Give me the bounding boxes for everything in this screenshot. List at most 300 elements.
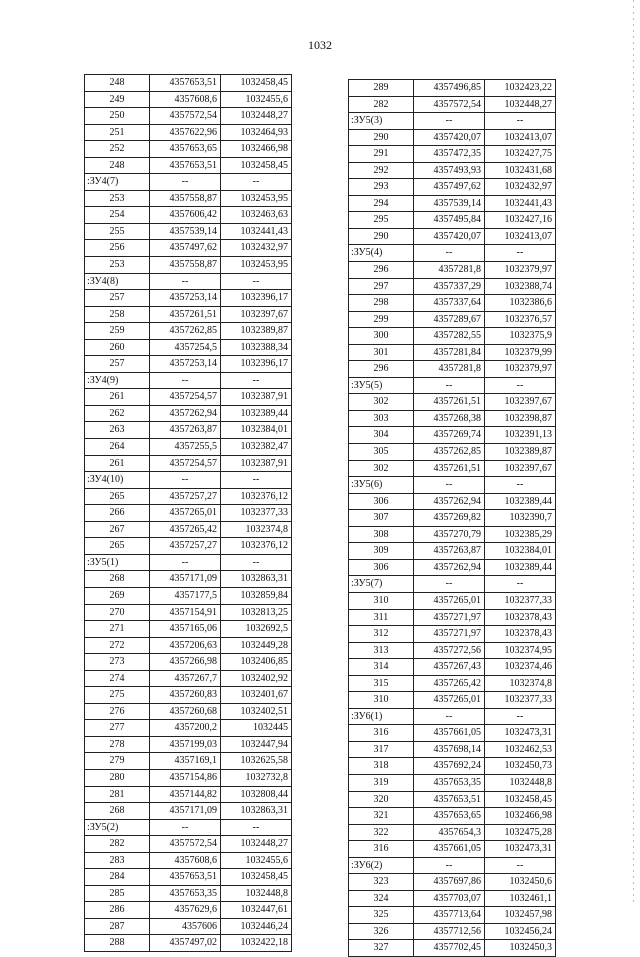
table-row [349,361,556,378]
y-coordinate-cell: 1032449,28 [221,637,292,654]
table-row [349,444,556,461]
y-coordinate-cell: 1032445 [221,720,292,737]
table-row [349,626,556,643]
y-coordinate-cell: 1032389,44 [485,493,556,510]
table-row [85,786,292,803]
coordinates-table-left [84,74,292,952]
y-coordinate-cell: 1032464,93 [221,124,292,141]
point-number-cell: 257 [85,290,150,307]
table-row [85,637,292,654]
y-coordinate-cell: 1032458,45 [221,869,292,886]
point-number-cell: 290 [349,228,414,245]
point-number-cell: 261 [85,455,150,472]
x-coordinate-cell: 4357270,79 [414,526,485,543]
table-row [349,692,556,709]
point-number-cell: 284 [85,869,150,886]
x-coordinate-cell: 4357254,5 [150,339,221,356]
point-number-cell: 300 [349,328,414,345]
y-coordinate-cell: 1032379,99 [485,344,556,361]
table-row [85,141,292,158]
point-number-cell: 322 [349,824,414,841]
x-coordinate-cell: 4357472,35 [414,146,485,163]
point-number-cell: 324 [349,890,414,907]
x-coordinate-cell: 4357337,64 [414,295,485,312]
y-coordinate-cell: 1032447,94 [221,736,292,753]
x-coordinate-cell: -- [150,819,221,836]
y-coordinate-cell: 1032453,95 [221,257,292,274]
x-coordinate-cell: 4357177,5 [150,587,221,604]
point-number-cell: 317 [349,741,414,758]
point-number-cell: 307 [349,510,414,527]
x-coordinate-cell: 4357267,7 [150,670,221,687]
y-coordinate-cell: 1032859,84 [221,587,292,604]
point-number-cell: 325 [349,907,414,924]
y-coordinate-cell: 1032385,29 [485,526,556,543]
x-coordinate-cell: 4357712,56 [414,923,485,940]
x-coordinate-cell: 4357165,06 [150,621,221,638]
y-coordinate-cell: 1032391,13 [485,427,556,444]
table-row [85,91,292,108]
point-number-cell: 251 [85,124,150,141]
y-coordinate-cell: 1032446,24 [221,918,292,935]
table-row [349,344,556,361]
x-coordinate-cell: 4357262,94 [150,405,221,422]
table-row [85,621,292,638]
y-coordinate-cell: 1032378,43 [485,609,556,626]
y-coordinate-cell: 1032384,01 [221,422,292,439]
y-coordinate-cell: 1032473,31 [485,841,556,858]
point-number-cell: 273 [85,654,150,671]
table-row [349,162,556,179]
x-coordinate-cell: 4357154,86 [150,769,221,786]
x-coordinate-cell: 4357692,24 [414,758,485,775]
x-coordinate-cell: 4357268,38 [414,410,485,427]
x-coordinate-cell: 4357253,14 [150,290,221,307]
x-coordinate-cell: 4357266,98 [150,654,221,671]
table-row [85,836,292,853]
x-coordinate-cell: 4357281,84 [414,344,485,361]
section-header-row [85,372,292,389]
y-coordinate-cell: -- [221,819,292,836]
x-coordinate-cell: 4357255,5 [150,439,221,456]
table-row [349,659,556,676]
x-coordinate-cell: 4357622,96 [150,124,221,141]
x-coordinate-cell: 4357154,91 [150,604,221,621]
point-number-cell: :ЗУ4(7) [85,174,150,191]
table-row [349,923,556,940]
table-row [349,328,556,345]
table-row [85,505,292,522]
x-coordinate-cell: 4357653,51 [150,75,221,92]
x-coordinate-cell: 4357257,27 [150,488,221,505]
page-number: 1032 [308,38,332,52]
y-coordinate-cell: 1032397,67 [485,460,556,477]
x-coordinate-cell: 4357495,84 [414,212,485,229]
table-row [85,223,292,240]
point-number-cell: 266 [85,505,150,522]
point-number-cell: 276 [85,703,150,720]
x-coordinate-cell: 4357629,6 [150,902,221,919]
table-row [85,703,292,720]
y-coordinate-cell: 1032379,97 [485,361,556,378]
x-coordinate-cell: 4357169,1 [150,753,221,770]
y-coordinate-cell: 1032388,34 [221,339,292,356]
point-number-cell: 274 [85,670,150,687]
x-coordinate-cell: 4357260,68 [150,703,221,720]
point-number-cell: 326 [349,923,414,940]
table-row [85,935,292,952]
x-coordinate-cell: 4357702,45 [414,940,485,957]
x-coordinate-cell: 4357271,97 [414,626,485,643]
section-header-row [85,472,292,489]
point-number-cell: 254 [85,207,150,224]
y-coordinate-cell: 1032406,85 [221,654,292,671]
point-number-cell: 310 [349,692,414,709]
table-row [85,323,292,340]
y-coordinate-cell: 1032456,24 [485,923,556,940]
y-coordinate-cell: 1032402,51 [221,703,292,720]
x-coordinate-cell: 4357496,85 [414,80,485,97]
table-row [85,885,292,902]
x-coordinate-cell: 4357697,86 [414,874,485,891]
x-coordinate-cell: 4357653,51 [150,157,221,174]
x-coordinate-cell: 4357572,54 [150,836,221,853]
x-coordinate-cell: 4357493,93 [414,162,485,179]
point-number-cell: 264 [85,439,150,456]
x-coordinate-cell: 4357262,85 [150,323,221,340]
point-number-cell: 316 [349,841,414,858]
table-row [85,455,292,472]
x-coordinate-cell: 4357281,8 [414,262,485,279]
y-coordinate-cell: 1032692,5 [221,621,292,638]
y-coordinate-cell: 1032427,75 [485,146,556,163]
y-coordinate-cell: 1032453,95 [221,190,292,207]
point-number-cell: 314 [349,659,414,676]
point-number-cell: 279 [85,753,150,770]
y-coordinate-cell: -- [485,377,556,394]
x-coordinate-cell: 4357608,6 [150,91,221,108]
point-number-cell: 248 [85,157,150,174]
point-number-cell: 313 [349,642,414,659]
y-coordinate-cell: 1032374,8 [221,521,292,538]
table-row [349,80,556,97]
x-coordinate-cell: 4357654,3 [414,824,485,841]
y-coordinate-cell: 1032448,8 [221,885,292,902]
section-header-row [349,576,556,593]
y-coordinate-cell: 1032389,87 [221,323,292,340]
x-coordinate-cell: 4357653,51 [150,869,221,886]
section-header-row [85,174,292,191]
point-number-cell: 295 [349,212,414,229]
table-row [349,493,556,510]
x-coordinate-cell: 4357497,62 [414,179,485,196]
point-number-cell: 323 [349,874,414,891]
y-coordinate-cell: 1032374,46 [485,659,556,676]
x-coordinate-cell: 4357171,09 [150,571,221,588]
point-number-cell: 310 [349,592,414,609]
table-row [349,808,556,825]
table-row [349,824,556,841]
x-coordinate-cell: -- [414,576,485,593]
y-coordinate-cell: 1032432,97 [221,240,292,257]
x-coordinate-cell: 4357572,54 [150,108,221,125]
section-header-row [349,377,556,394]
table-row [349,890,556,907]
table-row [85,488,292,505]
x-coordinate-cell: 4357265,01 [414,592,485,609]
table-row [349,179,556,196]
table-row [85,869,292,886]
point-number-cell: 302 [349,460,414,477]
y-coordinate-cell: -- [485,113,556,130]
y-coordinate-cell: 1032398,87 [485,410,556,427]
point-number-cell: 258 [85,306,150,323]
point-number-cell: 285 [85,885,150,902]
table-row [349,146,556,163]
table-row [349,874,556,891]
y-coordinate-cell: -- [485,708,556,725]
table-row [349,311,556,328]
point-number-cell: 269 [85,587,150,604]
y-coordinate-cell: -- [485,477,556,494]
x-coordinate-cell: 4357265,42 [414,675,485,692]
table-row [349,841,556,858]
x-coordinate-cell: -- [150,372,221,389]
table-row [85,389,292,406]
point-number-cell: :ЗУ4(8) [85,273,150,290]
x-coordinate-cell: 4357497,62 [150,240,221,257]
point-number-cell: 256 [85,240,150,257]
x-coordinate-cell: 4357713,64 [414,907,485,924]
point-number-cell: 289 [349,80,414,97]
y-coordinate-cell: 1032441,43 [221,223,292,240]
y-coordinate-cell: 1032432,97 [485,179,556,196]
y-coordinate-cell: 1032422,18 [221,935,292,952]
point-number-cell: 308 [349,526,414,543]
x-coordinate-cell: 4357171,09 [150,803,221,820]
x-coordinate-cell: 4357265,01 [150,505,221,522]
y-coordinate-cell: 1032379,97 [485,262,556,279]
point-number-cell: 272 [85,637,150,654]
x-coordinate-cell: -- [150,273,221,290]
x-coordinate-cell: 4357144,82 [150,786,221,803]
point-number-cell: 296 [349,262,414,279]
table-row [85,918,292,935]
x-coordinate-cell: 4357653,65 [414,808,485,825]
y-coordinate-cell: 1032450,73 [485,758,556,775]
table-row [349,642,556,659]
y-coordinate-cell: 1032377,33 [221,505,292,522]
section-header-row [85,819,292,836]
point-number-cell: 306 [349,493,414,510]
x-coordinate-cell: 4357698,14 [414,741,485,758]
y-coordinate-cell: 1032377,33 [485,592,556,609]
x-coordinate-cell: 4357265,01 [414,692,485,709]
y-coordinate-cell: 1032387,91 [221,455,292,472]
table-row [85,571,292,588]
y-coordinate-cell: 1032413,07 [485,129,556,146]
y-coordinate-cell: -- [485,576,556,593]
x-coordinate-cell: 4357539,14 [150,223,221,240]
table-row [349,741,556,758]
table-row [85,257,292,274]
x-coordinate-cell: 4357653,35 [414,774,485,791]
table-row [85,439,292,456]
x-coordinate-cell: 4357260,83 [150,687,221,704]
x-coordinate-cell: 4357261,51 [414,394,485,411]
point-number-cell: 270 [85,604,150,621]
y-coordinate-cell: 1032808,44 [221,786,292,803]
y-coordinate-cell: 1032448,27 [485,96,556,113]
point-number-cell: 303 [349,410,414,427]
y-coordinate-cell: 1032450,6 [485,874,556,891]
table-row [85,190,292,207]
x-coordinate-cell: -- [414,708,485,725]
point-number-cell: 288 [85,935,150,952]
y-coordinate-cell: 1032396,17 [221,356,292,373]
x-coordinate-cell: 4357265,42 [150,521,221,538]
table-row [85,124,292,141]
table-row [85,803,292,820]
table-row [349,907,556,924]
x-coordinate-cell: 4357261,51 [414,460,485,477]
table-row [349,592,556,609]
y-coordinate-cell: 1032458,45 [485,791,556,808]
point-number-cell: 312 [349,626,414,643]
y-coordinate-cell: 1032450,3 [485,940,556,957]
table-row [349,609,556,626]
point-number-cell: 271 [85,621,150,638]
table-row [85,207,292,224]
x-coordinate-cell: 4357281,8 [414,361,485,378]
point-number-cell: 298 [349,295,414,312]
x-coordinate-cell: 4357337,29 [414,278,485,295]
y-coordinate-cell: 1032448,8 [485,774,556,791]
x-coordinate-cell: 4357262,94 [414,493,485,510]
x-coordinate-cell: 4357703,07 [414,890,485,907]
point-number-cell: 263 [85,422,150,439]
point-number-cell: 259 [85,323,150,340]
table-row [85,521,292,538]
y-coordinate-cell: 1032384,01 [485,543,556,560]
table-row [349,278,556,295]
table-row [349,295,556,312]
point-number-cell: 301 [349,344,414,361]
x-coordinate-cell: -- [150,472,221,489]
point-number-cell: 280 [85,769,150,786]
y-coordinate-cell: 1032389,87 [485,444,556,461]
table-row [349,526,556,543]
x-coordinate-cell: -- [150,174,221,191]
y-coordinate-cell: 1032461,1 [485,890,556,907]
point-number-cell: 291 [349,146,414,163]
table-row [85,240,292,257]
point-number-cell: 320 [349,791,414,808]
table-row [349,195,556,212]
y-coordinate-cell: 1032376,12 [221,488,292,505]
table-row [349,410,556,427]
coordinates-table-right [348,79,556,957]
x-coordinate-cell: 4357661,05 [414,841,485,858]
y-coordinate-cell: 1032431,68 [485,162,556,179]
y-coordinate-cell: 1032378,43 [485,626,556,643]
y-coordinate-cell: 1032813,25 [221,604,292,621]
y-coordinate-cell: -- [221,554,292,571]
y-coordinate-cell: 1032423,22 [485,80,556,97]
x-coordinate-cell: 4357253,14 [150,356,221,373]
y-coordinate-cell: 1032448,27 [221,108,292,125]
section-header-row [349,245,556,262]
y-coordinate-cell: 1032386,6 [485,295,556,312]
point-number-cell: 297 [349,278,414,295]
point-number-cell: 252 [85,141,150,158]
section-header-row [85,554,292,571]
y-coordinate-cell: 1032473,31 [485,725,556,742]
y-coordinate-cell: 1032447,61 [221,902,292,919]
x-coordinate-cell: 4357272,56 [414,642,485,659]
point-number-cell: :ЗУ5(6) [349,477,414,494]
table-row [85,769,292,786]
point-number-cell: 321 [349,808,414,825]
x-coordinate-cell: 4357269,82 [414,510,485,527]
point-number-cell: 255 [85,223,150,240]
point-number-cell: 250 [85,108,150,125]
point-number-cell: 281 [85,786,150,803]
x-coordinate-cell: -- [414,377,485,394]
y-coordinate-cell: 1032466,98 [485,808,556,825]
y-coordinate-cell: 1032462,53 [485,741,556,758]
y-coordinate-cell: 1032458,45 [221,157,292,174]
y-coordinate-cell: 1032390,7 [485,510,556,527]
y-coordinate-cell: 1032863,31 [221,803,292,820]
point-number-cell: :ЗУ5(2) [85,819,150,836]
x-coordinate-cell: 4357289,67 [414,311,485,328]
table-row [349,228,556,245]
table-row [85,356,292,373]
y-coordinate-cell: 1032389,44 [221,405,292,422]
point-number-cell: 278 [85,736,150,753]
x-coordinate-cell: 4357661,05 [414,725,485,742]
x-coordinate-cell: 4357420,07 [414,228,485,245]
point-number-cell: 248 [85,75,150,92]
table-row [349,791,556,808]
x-coordinate-cell: 4357653,35 [150,885,221,902]
point-number-cell: 262 [85,405,150,422]
x-coordinate-cell: 4357200,2 [150,720,221,737]
point-number-cell: :ЗУ5(1) [85,554,150,571]
x-coordinate-cell: 4357282,55 [414,328,485,345]
y-coordinate-cell: -- [221,273,292,290]
x-coordinate-cell: 4357263,87 [150,422,221,439]
table-row [349,427,556,444]
section-header-row [349,477,556,494]
table-row [349,543,556,560]
table-row [85,753,292,770]
point-number-cell: 283 [85,852,150,869]
x-coordinate-cell: 4357606,42 [150,207,221,224]
y-coordinate-cell: 1032397,67 [485,394,556,411]
point-number-cell: 282 [85,836,150,853]
table-row [349,725,556,742]
x-coordinate-cell: 4357269,74 [414,427,485,444]
x-coordinate-cell: -- [414,477,485,494]
y-coordinate-cell: -- [221,174,292,191]
point-number-cell: 294 [349,195,414,212]
x-coordinate-cell: 4357420,07 [414,129,485,146]
point-number-cell: 311 [349,609,414,626]
x-coordinate-cell: 4357653,65 [150,141,221,158]
table-row [349,940,556,957]
